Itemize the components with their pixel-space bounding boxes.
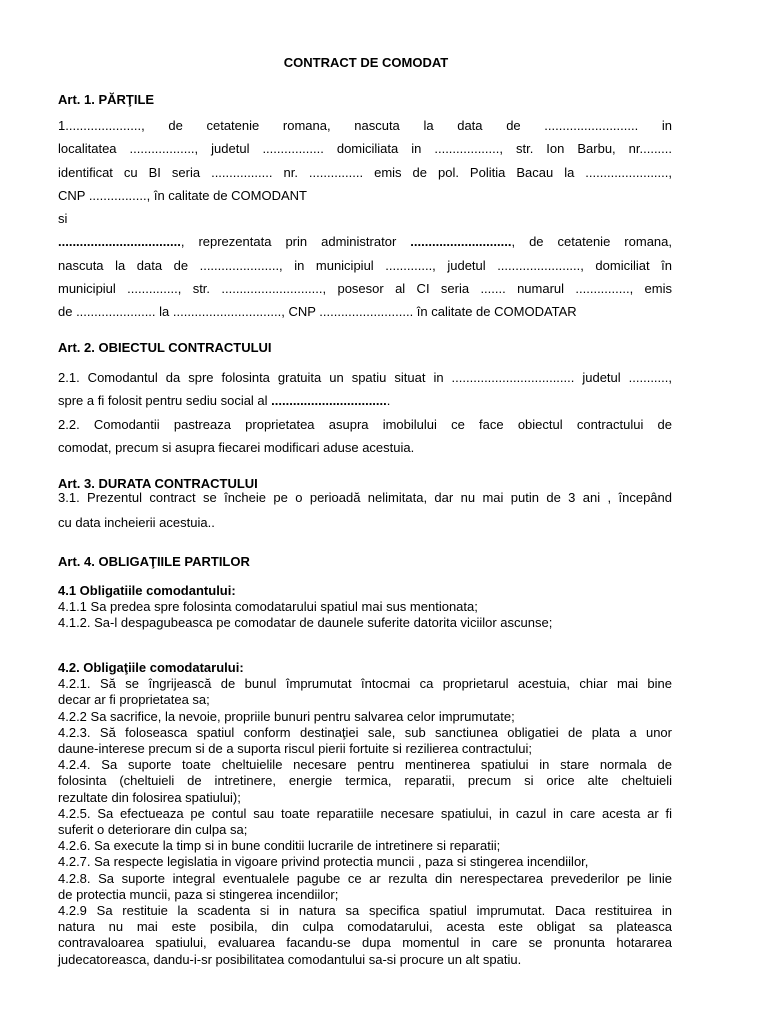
art1-heading: Art. 1. PĂRŢILE	[58, 92, 155, 107]
art3-line: 3.1. Prezentul contract se încheie pe o perioadă nelimitata, dar nu mai putin de 3 ani , începând	[58, 490, 672, 505]
list-line: daune-interese precum si de a suporta riscul pierii fortuite si rezilierea contractului;	[58, 741, 532, 757]
list-line: de protectia muncii, paza si stingerea incendiilor;	[58, 886, 339, 902]
art2-line: 2.1. Comodantul da spre folosinta gratuita un spatiu situat in .................................. judetul ...........,	[58, 370, 672, 385]
art4-s1-heading: 4.1 Obligatiile comodantului:	[58, 583, 236, 598]
art3-body	[58, 486, 672, 535]
art2-line: comodat, precum si asupra fiecarei modificari aduse acestuia.	[58, 439, 415, 455]
art2-line: spre a fi folosit pentru sediu social al .................................	[58, 393, 391, 409]
list-line: 4.2.2 Sa sacrifice, la nevoie, propriile bunuri pentru salvarea celor imprumutate;	[58, 708, 515, 724]
art3-line: cu data incheierii acestuia..	[58, 514, 215, 530]
document-title: CONTRACT DE COMODAT	[283, 55, 449, 70]
art1-line: de ...................... la .............................., CNP .......................... în calitate de COMODATAR	[58, 304, 577, 320]
art2-blank: ................................	[271, 393, 387, 409]
art1-parties	[58, 114, 672, 324]
list-line: natura nu mai este posibila, din culpa comodatarului, acesta este obligat sa plateasca	[58, 919, 672, 935]
art1-line: 1....................., de cetatenie romana, nascuta la data de .......................... in	[58, 118, 672, 133]
art2-line: 2.2. Comodantii pastreaza proprietatea asupra imobilului ce face obiectul contractului de	[58, 416, 672, 432]
list-line: folosinta (cheltuieli de intretinere, energie termica, reparatii, precum si orice alte cheltuieli	[58, 773, 672, 789]
list-line: suferit o deteriorare din culpa sa;	[58, 822, 248, 838]
list-line: 4.2.6. Sa execute la timp si in bune conditii lucrarile de intretinere si reparatii;	[58, 838, 501, 854]
list-line: judecatoreasca, dandu-i-sr posibilitatea comodantului sa-si procure un alt spatiu.	[58, 951, 522, 967]
list-item: 4.1.2. Sa-l despagubeasca pe comodatar de daunele suferite datorita viciilor ascunse;	[58, 615, 553, 631]
list-line: 4.2.4. Sa suporte toate cheltuielile necesare pentru mentinerea spatiului in stare normala de	[58, 757, 672, 773]
list-line: rezultate din folosirea spatiului);	[58, 789, 241, 805]
art1-line: CNP ................, în calitate de COMODANT	[58, 187, 307, 203]
list-line: contravaloarea spatiului, evaluarea facandu-se dupa momentul in care se pronunta hotararea	[58, 935, 672, 951]
art1-blank-name: ..................................	[58, 234, 181, 250]
art4-section-1	[58, 583, 672, 632]
art1-line: nascuta la data de ......................, in municipiul ............., judetul ......................., domiciliat în	[58, 257, 672, 273]
art1-si: si	[58, 211, 68, 227]
list-line: 4.2.3. Să foloseasca spatiul conform destinaţiei sale, sub sanctiunea obligatiei de plata a unor	[58, 724, 672, 740]
art4-section-2	[58, 660, 672, 968]
art2-body	[58, 366, 672, 459]
list-line: 4.2.8. Sa suporte integral eventualele pagube ce ar rezulta din nerespectarea prevederilor pe linie	[58, 870, 672, 886]
list-line: 4.2.1. Să se îngrijească de bunul împrumutat întocmai ca proprietarul acestuia, chiar mai bine	[58, 676, 672, 692]
art1-line: identificat cu BI seria ................. nr. ............... emis de pol. Politia Bacau la .......................,	[58, 164, 672, 180]
art1-line: localitatea .................., judetul ................. domiciliata in .................., str. Ion Barbu, nr.........	[58, 141, 672, 157]
list-line: 4.2.5. Sa efectueaza pe contul sau toate reparatiile necesare spatiului, in cazul in care acesta ar fi	[58, 805, 672, 821]
art1-line: municipiul .............., str. ............................, posesor al CI seria ....... numarul ..............., emis	[58, 281, 672, 297]
list-line: decar ar fi proprietatea sa;	[58, 692, 210, 708]
list-line: 4.2.9 Sa restituie la scadenta si in natura sa specifica spatiul imprumutat. Daca restituirea in	[58, 903, 672, 919]
list-line: 4.2.7. Sa respecte legislatia in vigoare privind protectia muncii , paza si stingerea incendiilor,	[58, 854, 589, 870]
art1-blank-admin: ............................	[410, 234, 512, 250]
art4-heading: Art. 4. OBLIGAŢIILE PARTILOR	[58, 554, 250, 569]
art3-heading: Art. 3. DURATA CONTRACTULUI	[58, 476, 258, 491]
list-item: 4.1.1 Sa predea spre folosinta comodatarului spatiul mai sus mentionata;	[58, 599, 478, 615]
art2-heading: Art. 2. OBIECTUL CONTRACTULUI	[58, 340, 272, 355]
art1-line: .................................., reprezentata prin administrator ............................, de cetatenie romana,	[58, 234, 673, 250]
art4-s2-heading: 4.2. Obligaţiile comodatarului:	[58, 660, 244, 675]
